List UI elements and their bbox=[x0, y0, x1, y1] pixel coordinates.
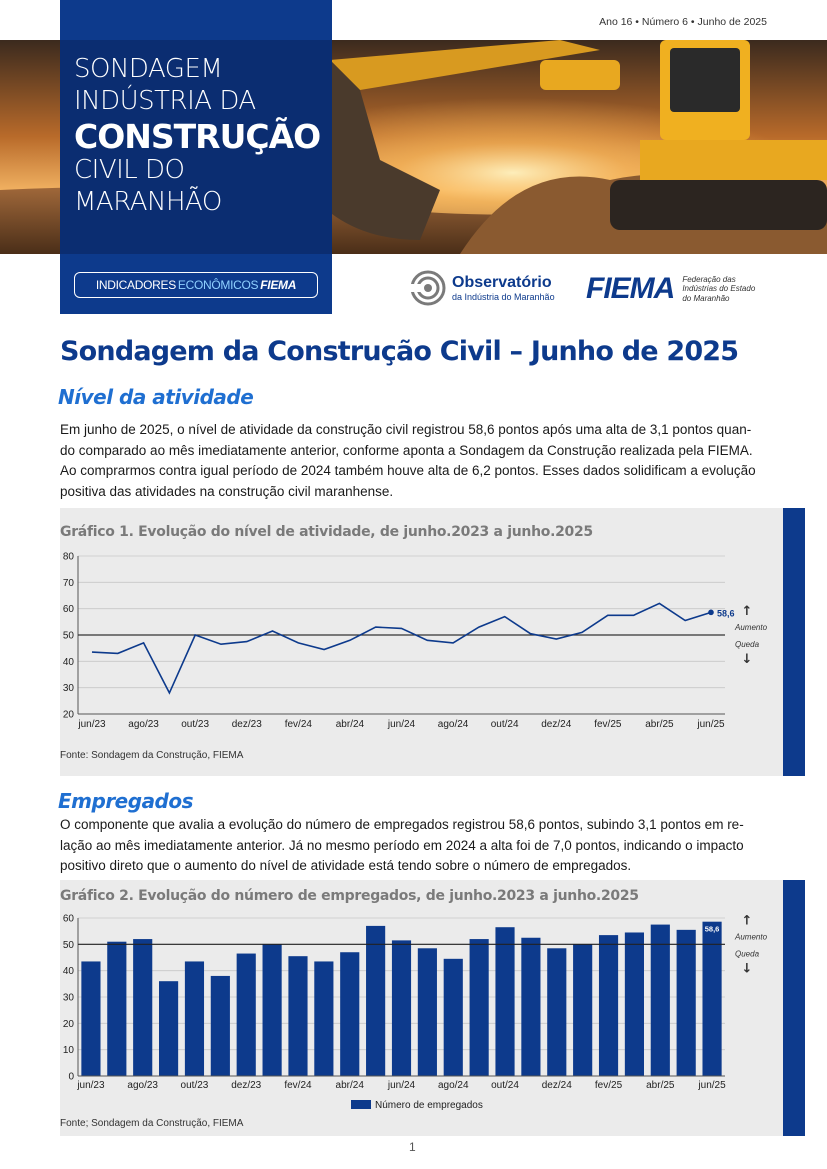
section-heading-empregados: Empregados bbox=[58, 789, 194, 813]
x-tick-label: jun/23 bbox=[77, 1080, 105, 1091]
series-line-nivel-atividade bbox=[92, 603, 711, 693]
bar bbox=[366, 926, 385, 1076]
bar bbox=[314, 961, 333, 1076]
title-line-5: MARANHÃO bbox=[74, 187, 222, 217]
badge-part3: FIEMA bbox=[260, 278, 297, 292]
legend-up-label: Aumento bbox=[735, 932, 768, 942]
chart2-svg bbox=[60, 912, 783, 1120]
section-heading-atividade: Nível da atividade bbox=[58, 385, 254, 409]
bar bbox=[185, 961, 204, 1076]
y-tick-label: 80 bbox=[62, 551, 74, 563]
title-line-1: SONDAGEM bbox=[74, 54, 223, 84]
paragraph-line: Ao comprarmos contra igual período de 2024 também houve alta de 6,2 pontos. Esses dados solidificam a evolução bbox=[60, 463, 756, 479]
arrow-up-icon: ↑ bbox=[741, 604, 753, 619]
page-number: 1 bbox=[409, 1140, 416, 1154]
bar bbox=[392, 940, 411, 1076]
fiema-description bbox=[682, 275, 755, 303]
bar bbox=[470, 939, 489, 1076]
bar bbox=[288, 956, 307, 1076]
observatorio-sub: da Indústria do Maranhão bbox=[452, 292, 555, 302]
x-tick-label: jun/23 bbox=[78, 719, 106, 730]
bar bbox=[81, 961, 100, 1076]
bar bbox=[263, 944, 282, 1076]
data-point bbox=[708, 610, 714, 616]
bar bbox=[133, 939, 152, 1076]
paragraph-line: O componente que avalia a evolução do número de empregados registrou 58,6 pontos, subindo 3,1 pontos em re- bbox=[60, 817, 744, 832]
x-tick-label: out/23 bbox=[181, 719, 210, 730]
x-tick-label: dez/23 bbox=[231, 719, 262, 730]
x-tick-label: jun/24 bbox=[387, 719, 416, 730]
paragraph-line: positivo direto que o aumento do nível de atividade está tendo sobre o número de empregados. bbox=[60, 858, 632, 874]
x-tick-label: dez/24 bbox=[541, 719, 572, 730]
badge-part2: ECONÔMICOS bbox=[177, 278, 259, 292]
last-value-label: 58,6 bbox=[704, 924, 720, 934]
indicadores-badge bbox=[74, 272, 318, 298]
x-tick-label: fev/24 bbox=[284, 1080, 312, 1091]
arrow-up-icon: ↑ bbox=[741, 913, 753, 929]
legend-swatch bbox=[351, 1100, 371, 1109]
bar bbox=[159, 981, 178, 1076]
bar bbox=[107, 942, 126, 1076]
issue-info: Ano 16 • Número 6 • Junho de 2025 bbox=[599, 16, 767, 28]
chart2-stripe bbox=[783, 880, 805, 1136]
arrow-down-icon: ↓ bbox=[741, 652, 753, 667]
report-title bbox=[74, 56, 320, 221]
fiema-logo bbox=[586, 272, 755, 306]
fiema-desc-line: do Maranhão bbox=[682, 293, 730, 303]
x-tick-label: fev/24 bbox=[284, 719, 312, 730]
observatorio-logo bbox=[410, 270, 555, 306]
chart1-panel bbox=[60, 508, 805, 776]
chart2-title: Gráfico 2. Evolução do número de empregados, de junho.2023 a junho.2025 bbox=[60, 888, 639, 904]
bar bbox=[651, 925, 670, 1076]
legend-down-label: Queda bbox=[735, 949, 760, 959]
x-tick-label: ago/24 bbox=[437, 1080, 469, 1091]
badge-part1: INDICADORES bbox=[95, 278, 176, 292]
chart2-source: Fonte; Sondagem da Construção, FIEMA bbox=[60, 1118, 244, 1129]
paragraph-line: Em junho de 2025, o nível de atividade da construção civil registrou 58,6 pontos após uma alta de 3,1 pontos quan- bbox=[60, 422, 752, 437]
title-line-3: CONSTRUÇÃO bbox=[74, 117, 321, 156]
x-tick-label: out/23 bbox=[180, 1080, 209, 1091]
y-tick-label: 40 bbox=[62, 656, 74, 668]
chart1-source: Fonte: Sondagem da Construção, FIEMA bbox=[60, 750, 244, 761]
bar bbox=[547, 948, 566, 1076]
x-tick-label: ago/23 bbox=[128, 719, 159, 730]
bar bbox=[237, 954, 256, 1076]
x-tick-label: out/24 bbox=[490, 719, 519, 730]
logos-row bbox=[410, 270, 780, 314]
paragraph-line: do comparado ao mês imediatamente anterior, conforme aponta a Sondagem da Construção realizada pela FIEMA. bbox=[60, 442, 753, 458]
bar bbox=[211, 976, 230, 1076]
paragraph-line: lação ao mês imediatamente anterior. Já no mesmo período em 2024 a alta foi de 7,0 pontos, indicando o impacto bbox=[60, 837, 744, 853]
chart2-panel bbox=[60, 880, 805, 1136]
x-tick-label: abr/25 bbox=[646, 1080, 675, 1091]
legend-down-label: Queda bbox=[735, 640, 760, 649]
fiema-wordmark: FIEMA bbox=[586, 272, 675, 305]
x-tick-label: dez/23 bbox=[231, 1080, 262, 1091]
bar bbox=[444, 959, 463, 1076]
page-title: Sondagem da Construção Civil – Junho de 2025 bbox=[60, 336, 739, 367]
y-tick-label: 60 bbox=[62, 913, 74, 925]
title-panel bbox=[60, 0, 332, 314]
observatorio-name: Observatório bbox=[452, 274, 552, 291]
x-tick-label: ago/23 bbox=[127, 1080, 158, 1091]
x-tick-label: abr/24 bbox=[335, 719, 365, 730]
bar bbox=[521, 938, 540, 1076]
y-tick-label: 10 bbox=[62, 1045, 74, 1057]
title-line-4: CIVIL DO bbox=[74, 155, 185, 185]
bar bbox=[495, 927, 514, 1076]
x-tick-label: ago/24 bbox=[437, 719, 469, 730]
y-tick-label: 50 bbox=[62, 939, 74, 951]
x-tick-label: fev/25 bbox=[594, 1080, 623, 1091]
y-tick-label: 60 bbox=[62, 604, 74, 616]
bar bbox=[340, 952, 359, 1076]
bar bbox=[418, 948, 437, 1076]
bar bbox=[677, 930, 696, 1076]
legend-series-label: Número de empregados bbox=[375, 1100, 483, 1111]
title-line-2: INDÚSTRIA DA bbox=[74, 86, 256, 116]
bar bbox=[625, 932, 644, 1076]
y-tick-label: 0 bbox=[68, 1071, 74, 1083]
y-tick-label: 30 bbox=[62, 992, 74, 1004]
chart1-stripe bbox=[783, 508, 805, 776]
fiema-desc-line: Indústrias do Estado bbox=[682, 284, 756, 294]
chart1-svg bbox=[60, 548, 783, 748]
last-value-label: 58,6 bbox=[717, 608, 735, 619]
x-tick-label: jun/25 bbox=[698, 1080, 726, 1091]
y-tick-label: 70 bbox=[62, 577, 74, 589]
x-tick-label: dez/24 bbox=[541, 1080, 572, 1091]
legend-up-label: Aumento bbox=[735, 623, 768, 632]
bar bbox=[599, 935, 618, 1076]
x-tick-label: out/24 bbox=[491, 1080, 519, 1091]
y-tick-label: 40 bbox=[62, 966, 74, 978]
arrow-down-icon: ↓ bbox=[741, 961, 753, 977]
fiema-desc-line: Federação das bbox=[682, 275, 736, 285]
x-tick-label: fev/25 bbox=[594, 719, 622, 730]
paragraph-line: positiva das atividades na construção civil maranhense. bbox=[60, 483, 394, 499]
x-tick-label: jun/25 bbox=[697, 719, 725, 730]
x-tick-label: abr/24 bbox=[335, 1080, 364, 1091]
y-tick-label: 50 bbox=[62, 630, 74, 642]
x-tick-label: jun/24 bbox=[387, 1080, 416, 1091]
x-tick-label: abr/25 bbox=[645, 719, 674, 730]
y-tick-label: 20 bbox=[62, 1018, 74, 1030]
y-tick-label: 20 bbox=[62, 709, 74, 721]
section1-paragraph bbox=[60, 420, 770, 502]
observatorio-icon bbox=[410, 270, 446, 306]
bar bbox=[573, 944, 592, 1076]
chart1-title: Gráfico 1. Evolução do nível de atividade, de junho.2023 a junho.2025 bbox=[60, 524, 593, 540]
y-tick-label: 30 bbox=[62, 683, 74, 695]
section2-paragraph bbox=[60, 815, 770, 877]
